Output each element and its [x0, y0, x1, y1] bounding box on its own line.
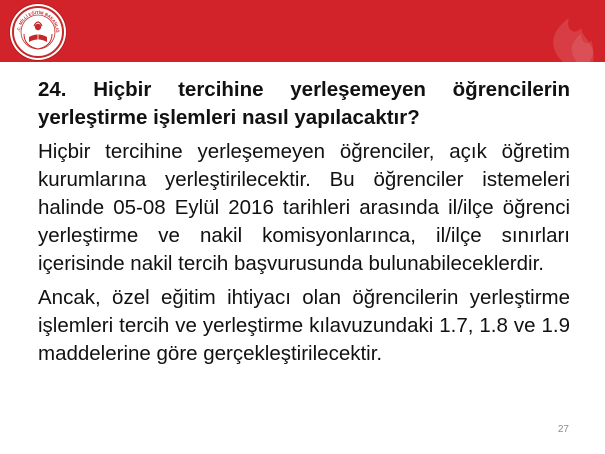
slide-content: [38, 76, 570, 374]
answer-paragraph-2: Ancak, özel eğitim ihtiyacı olan öğrencilerin yerleştirme işlemleri tercih ve yerleştirme kılavuzundaki 1.7, 1.8 ve 1.9 maddelerine göre gerçekleştirilecektir.: [38, 286, 570, 365]
logo-text: .C. MİLLİ EĞİTİM BAKANLIĞ: [15, 9, 61, 33]
flame-decoration-icon: [485, 0, 605, 62]
answer-paragraph-1: Hiçbir tercihine yerleşemeyen öğrenciler, açık öğretim kurumlarına yerleştirilecektir. Bu öğrenciler istemeleri halinde 05-08 Eylül 2016 tarihleri arasında il/ilçe öğrenci yerleştirme ve nakil komisyonlarınca, il/ilçe sınırları içerisinde nakil tercih başvurusunda bulunabileceklerdir.: [38, 140, 570, 275]
meb-emblem-icon: [10, 4, 66, 60]
header-banner: [0, 0, 605, 62]
page-number: 27: [557, 424, 569, 435]
question-heading: 24. Hiçbir tercihine yerleşemeyen öğrencilerin yerleştirme işlemleri nasıl yapılacaktır?: [38, 78, 570, 129]
